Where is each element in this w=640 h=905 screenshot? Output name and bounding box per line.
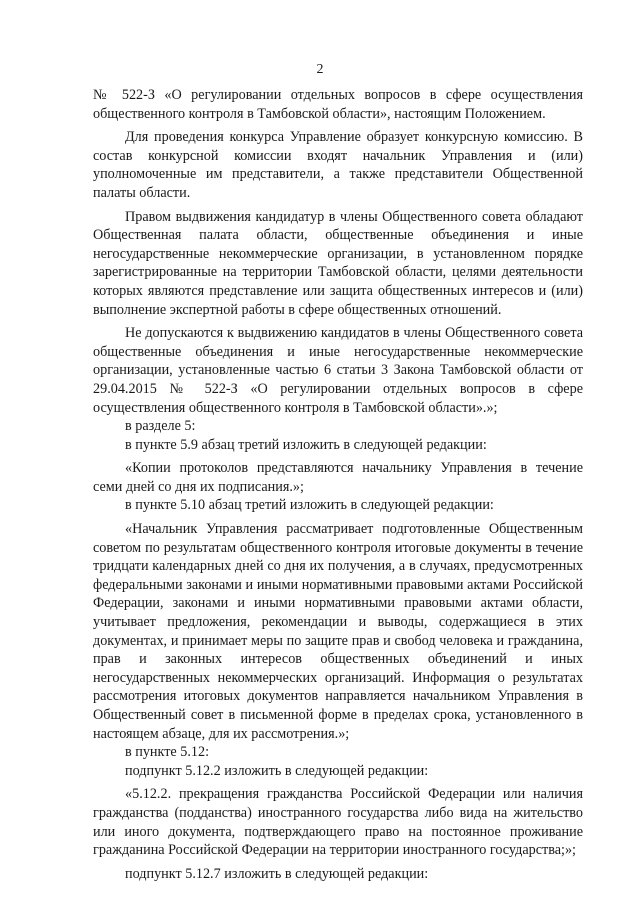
paragraph-continuation: № 522-З «О регулировании отдельных вопросов в сфере осуществления общественного контроля в Тамбовской области», настоящим Положением. (93, 87, 583, 122)
document-body (93, 86, 583, 883)
paragraph-section-5: в разделе 5: (125, 418, 196, 435)
paragraph-item-5-10: в пункте 5.10 абзац третий изложить в следующей редакции: (125, 497, 494, 514)
paragraph-final-documents: «Начальник Управления рассматривает подготовленные Общественным советом по результатам общественного контроля итоговые документы в течение тридцати календарных дней со дня их получения, а в случаях, предусмотренных федеральными законами и иными нормативными правовыми актами Российской Федерации, законами и иными нормативными правовыми актами области, учитывает предложения, рекомендации и выводы, содержащиеся в этих документах, и принимает меры по защите прав и свобод человека и гражданина, прав и законных интересов общественных объединений и иных негосударственных некоммерческих организаций. Информация о результатах рассмотрения итоговых документов направляется начальником Управления в Общественный совет в письменной форме в пределах срока, установленного в настоящем абзаце, для их рассмотрения.»; (93, 521, 583, 742)
paragraph-subitem-5-12-7: подпункт 5.12.7 изложить в следующей редакции: (125, 865, 429, 882)
paragraph-commission: Для проведения конкурса Управление образует конкурсную комиссию. В состав конкурсной комиссии входят начальник Управления и (или) уполномоченные им представители, а также представители Общественной палаты области. (93, 129, 583, 201)
paragraph-item-5-12: в пункте 5.12: (125, 744, 210, 761)
paragraph-item-5-9: в пункте 5.9 абзац третий изложить в следующей редакции: (125, 436, 487, 453)
paragraph-nomination-right: Правом выдвижения кандидатур в члены Общественного совета обладают Общественная палата области, общественные объединения и иные негосударственные некоммерческие организации, в установленном порядке зарегистрированные на территории Тамбовской области, целями деятельности которых являются представление или защита общественных интересов и (или) выполнение экспертной работы в сфере общественных отношений. (93, 208, 583, 318)
page-number: 2 (316, 62, 324, 77)
paragraph-citizenship: «5.12.2. прекращения гражданства Российской Федерации или наличия гражданства (подданства) иностранного государства либо вида на жительство или иного документа, подтверждающего право на постоянное проживание гражданина Российской Федерации на территории иностранного государства;»; (93, 786, 583, 859)
paragraph-subitem-5-12-2: подпункт 5.12.2 изложить в следующей редакции: (125, 762, 429, 779)
paragraph-protocol-copies: «Копии протоколов представляются начальнику Управления в течение семи дней со дня их подписания.»; (93, 460, 583, 495)
paragraph-exclusions: Не допускаются к выдвижению кандидатов в члены Общественного совета общественные объединения и иные негосударственные некоммерческие организации, установленные частью 6 статьи 3 Закона Тамбовской области от 29.04.2015 № 522-З «О регулировании отдельных вопросов в сфере осуществления общественного контроля в Тамбовской области».»; (93, 325, 583, 416)
